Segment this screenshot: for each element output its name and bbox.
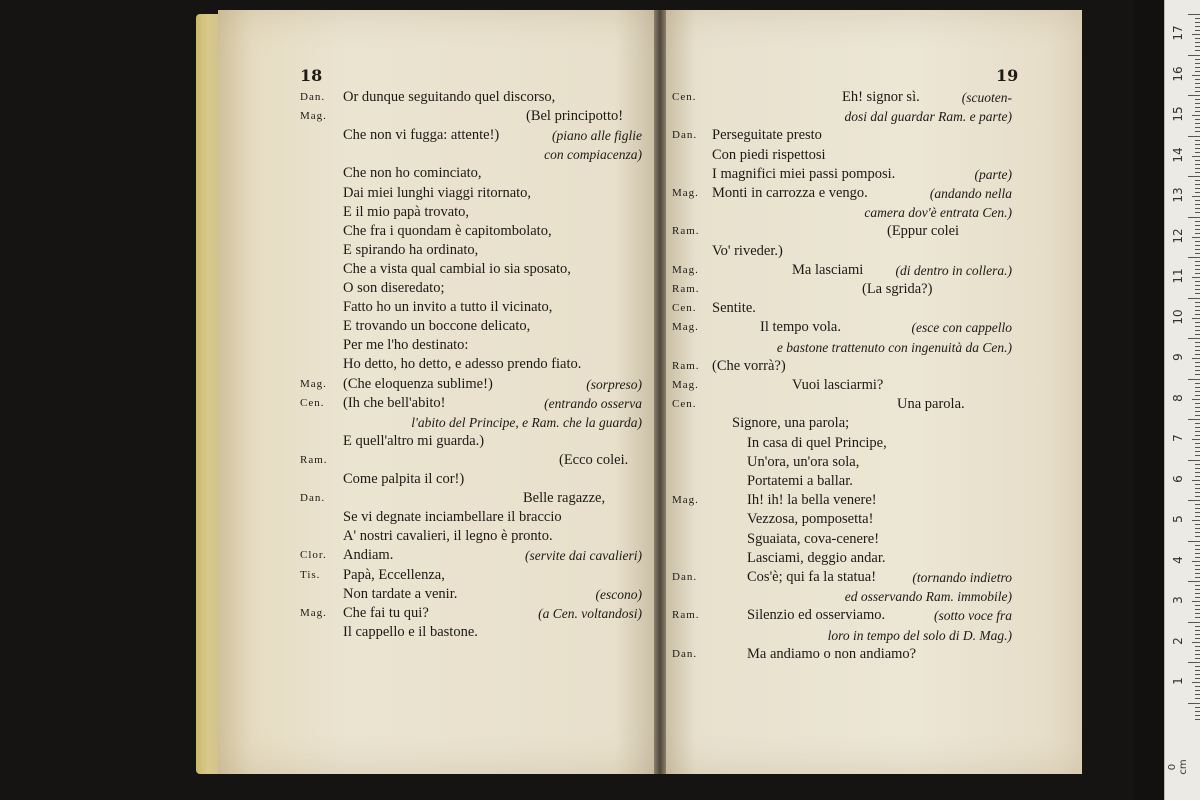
ruler-tick [1195, 71, 1200, 72]
ruler-tick [1188, 257, 1200, 258]
ruler-tick [1188, 662, 1200, 663]
ruler-tick [1195, 524, 1200, 525]
stage-direction: e bastone trattenuto con ingenuità da Cen.) [776, 339, 1012, 355]
ruler-tick [1195, 516, 1200, 517]
ruler-tick [1195, 87, 1200, 88]
ruler-tick [1195, 50, 1200, 51]
ruler-tick [1195, 111, 1200, 112]
speaker-name: Dan. [672, 571, 698, 583]
speaker-name: Clor. [300, 549, 327, 562]
ruler-tick [1195, 634, 1200, 635]
ruler-number: 2 [1171, 636, 1185, 645]
speaker-name: Mag. [672, 321, 699, 334]
speaker-name: Dan. [300, 91, 326, 103]
speaker-name: Mag. [672, 187, 699, 199]
ruler-tick [1192, 642, 1200, 643]
ruler-tick [1188, 136, 1200, 137]
ruler-tick [1192, 75, 1200, 76]
ruler-tick [1195, 107, 1200, 108]
stage-direction: l'abito del Principe, e Ram. che la guarda) [411, 414, 642, 430]
ruler-tick [1195, 508, 1200, 509]
ruler-tick [1195, 306, 1200, 307]
ruler-tick [1195, 476, 1200, 477]
stage-direction: (scuoten- [961, 90, 1012, 105]
ruler-tick [1195, 666, 1200, 667]
ruler-tick [1195, 374, 1200, 375]
ruler-number: 17 [1171, 25, 1185, 41]
ruler-number: 12 [1171, 227, 1185, 244]
ruler-number: 3 [1171, 596, 1185, 604]
ruler-tick [1195, 326, 1200, 327]
verse-line: Ma lasciami [792, 261, 864, 278]
stage-direction: camera dov'è entrata Cen.) [864, 205, 1012, 221]
ruler-tick [1195, 395, 1200, 396]
stage-direction: (parte) [974, 166, 1012, 182]
verse-line: Una parola. [897, 396, 965, 413]
ruler-tick [1195, 674, 1200, 675]
speaker-name: Cen. [672, 91, 697, 103]
ruler-tick [1195, 221, 1200, 222]
ruler-tick [1195, 605, 1200, 606]
stage-direction: (a Cen. voltandosi) [538, 605, 642, 621]
ruler-tick [1195, 42, 1200, 43]
ruler-tick [1195, 585, 1200, 586]
ruler-number: 10 [1171, 308, 1185, 325]
verse-line: E quell'altro mi guarda.) [343, 432, 485, 449]
ruler-tick [1195, 225, 1200, 226]
speaker-name: Ram. [672, 283, 700, 295]
ruler-number: 11 [1171, 268, 1185, 284]
verse-line: Che a vista qual cambial io sia sposato, [343, 260, 571, 277]
ruler-tick [1195, 484, 1200, 485]
stage-direction: (di dentro in collera.) [895, 262, 1012, 278]
verse-line: Papà, Eccellenza, [343, 566, 445, 583]
speaker-name: Ram. [300, 453, 328, 466]
ruler-tick [1195, 690, 1200, 691]
verse-line: (Ecco colei. [559, 451, 629, 468]
ruler-tick [1188, 379, 1200, 380]
ruler-tick [1195, 346, 1200, 347]
ruler-tick [1195, 293, 1200, 294]
ruler-tick [1195, 613, 1200, 614]
ruler-tick [1192, 682, 1200, 683]
verse-line: Belle ragazze, [523, 490, 606, 507]
ruler-tick [1195, 366, 1200, 367]
verse-line: Dai miei lunghi viaggi ritornato, [343, 184, 532, 201]
verse-line: Ma andiamo o non andiamo? [747, 645, 917, 662]
stage-direction: (servite dai cavalieri) [525, 548, 642, 564]
verse-line: Con piedi rispettosi [712, 146, 826, 163]
ruler-tick [1195, 411, 1200, 412]
ruler-tick [1188, 95, 1200, 96]
ruler-tick [1195, 79, 1200, 80]
ruler-tick [1195, 285, 1200, 286]
ruler-tick [1195, 711, 1200, 712]
speaker-name: Mag. [300, 377, 327, 390]
ruler-tick [1195, 536, 1200, 537]
verse-line: Che non vi fugga: attente!) [343, 127, 500, 144]
ruler-tick [1195, 427, 1200, 428]
speaker-name: Ram. [672, 225, 700, 238]
ruler-tick [1195, 577, 1200, 578]
speaker-name: Dan. [300, 492, 326, 505]
ruler-tick [1195, 241, 1200, 242]
ruler-tick [1195, 512, 1200, 513]
ruler-tick [1195, 670, 1200, 671]
ruler-tick [1195, 650, 1200, 651]
verse-line: Vuoi lasciarmi? [792, 377, 884, 393]
ruler-tick [1195, 609, 1200, 610]
ruler-tick [1195, 164, 1200, 165]
ruler-tick [1188, 581, 1200, 582]
ruler-tick [1195, 597, 1200, 598]
speaker-name: Tis. [300, 568, 321, 581]
ruler-tick [1195, 103, 1200, 104]
ruler-tick [1195, 715, 1200, 716]
verse-line: (Ih che bell'abito! [343, 394, 446, 411]
stage-direction: ed osservando Ram. immobile) [844, 589, 1012, 605]
ruler-number: 7 [1171, 434, 1185, 442]
stage-direction: (esce con cappello [911, 320, 1012, 336]
ruler-tick [1195, 638, 1200, 639]
ruler-tick [1195, 654, 1200, 655]
ruler-tick [1195, 342, 1200, 343]
speaker-name: Mag. [672, 379, 699, 391]
stage-direction: (sotto voce fra [934, 608, 1012, 624]
verse-line: Se vi degnate inciambellare il braccio [343, 509, 562, 526]
stage-direction: loro in tempo del solo di D. Mag.) [827, 627, 1012, 643]
ruler-tick [1195, 200, 1200, 201]
verse-line: Fatto ho un invito a tutto il vicinato, [343, 299, 553, 316]
ruler-tick [1192, 34, 1200, 35]
ruler-tick [1195, 192, 1200, 193]
ruler-tick [1195, 383, 1200, 384]
speaker-name: Dan. [672, 129, 698, 142]
ruler-tick [1195, 123, 1200, 124]
speaker-name: Ram. [672, 609, 700, 622]
speaker-name: Cen. [672, 302, 697, 315]
speaker-name: Ram. [672, 359, 700, 372]
ruler-tick [1188, 703, 1200, 704]
ruler-number: 1 [1171, 677, 1185, 685]
stage-direction: dosi dal guardar Ram. e parte) [844, 109, 1012, 125]
ruler-tick [1195, 204, 1200, 205]
verse-line: (Eppur colei [887, 223, 960, 240]
ruler-tick [1195, 59, 1200, 60]
ruler-tick [1195, 302, 1200, 303]
verse-line: E trovando un boccone delicato, [343, 318, 531, 335]
right-page-number: 19 [996, 66, 1019, 85]
ruler-tick [1195, 253, 1200, 254]
stage-direction: (andando nella [929, 186, 1012, 201]
ruler-tick [1195, 289, 1200, 290]
ruler-tick [1195, 626, 1200, 627]
verse-line: Andiam. [343, 547, 394, 564]
speaker-name: Mag. [300, 110, 327, 123]
ruler-tick [1195, 261, 1200, 262]
ruler-tick [1195, 472, 1200, 473]
ruler-tick [1195, 127, 1200, 128]
verse-line: Sentite. [712, 300, 756, 317]
ruler-tick [1195, 443, 1200, 444]
verse-line: (Che eloquenza sublime!) [343, 375, 493, 392]
speaker-name: Mag. [672, 494, 699, 507]
ruler-tick [1195, 593, 1200, 594]
ruler-tick [1195, 63, 1200, 64]
ruler-tick [1195, 532, 1200, 533]
ruler-tick [1195, 38, 1200, 39]
ruler-tick [1195, 694, 1200, 695]
verse-line: Che fra i quondam è capitombolato, [343, 222, 552, 239]
verse-line: Il tempo vola. [760, 319, 841, 336]
speaker-name: Cen. [672, 398, 697, 411]
ruler-number: 14 [1171, 146, 1185, 163]
ruler-tick [1192, 196, 1200, 197]
ruler-tick [1195, 314, 1200, 315]
ruler-tick [1192, 358, 1200, 359]
ruler-number: 15 [1171, 106, 1185, 122]
ruler-tick [1192, 439, 1200, 440]
stage-direction: (escono) [595, 586, 642, 602]
ruler-number: 4 [1171, 555, 1185, 564]
ruler-tick [1195, 310, 1200, 311]
ruler-tick [1195, 435, 1200, 436]
verse-line: Ho detto, ho detto, e adesso prendo fiato. [343, 356, 582, 373]
verse-line: E il mio papà trovato, [343, 203, 470, 220]
ruler-tick [1188, 622, 1200, 623]
ruler-tick [1195, 630, 1200, 631]
ruler-tick [1195, 354, 1200, 355]
ruler-tick [1195, 415, 1200, 416]
ruler-tick [1195, 557, 1200, 558]
ruler-tick [1195, 504, 1200, 505]
ruler-tick [1195, 334, 1200, 335]
ruler-backing [1134, 0, 1164, 800]
verse-line: Portatemi a ballar. [747, 473, 853, 489]
stage-direction: con compiacenza) [544, 147, 642, 163]
ruler-tick [1195, 140, 1200, 141]
ruler-tick [1195, 22, 1200, 23]
ruler-tick [1195, 273, 1200, 274]
ruler-tick [1195, 658, 1200, 659]
verse-line: Il cappello e il bastone. [343, 623, 478, 640]
ruler-tick [1195, 362, 1200, 363]
ruler-tick [1192, 115, 1200, 116]
verse-line: Lasciami, deggio andar. [747, 549, 886, 566]
ruler-tick [1188, 338, 1200, 339]
ruler-tick [1195, 496, 1200, 497]
ruler-tick [1195, 451, 1200, 452]
ruler-tick [1192, 237, 1200, 238]
verse-line: Vo' riveder.) [712, 242, 783, 259]
ruler-tick [1192, 399, 1200, 400]
verse-line: (La sgrida?) [862, 281, 933, 297]
verse-line: Non tardate a venir. [343, 585, 458, 602]
ruler-tick [1195, 678, 1200, 679]
ruler-tick [1195, 229, 1200, 230]
verse-line: Per me l'ho destinato: [343, 337, 469, 354]
verse-line: Eh! signor sì. [842, 89, 920, 105]
ruler-tick [1195, 67, 1200, 68]
ruler-tick [1195, 168, 1200, 169]
ruler-tick [1195, 322, 1200, 323]
ruler-tick [1195, 553, 1200, 554]
ruler-tick [1195, 573, 1200, 574]
verse-line: Signore, una parola; [732, 415, 850, 432]
ruler-tick [1195, 488, 1200, 489]
ruler-tick [1195, 707, 1200, 708]
ruler-tick [1192, 156, 1200, 157]
ruler-tick [1192, 480, 1200, 481]
verse-line: A' nostri cavalieri, il legno è pronto. [343, 528, 553, 545]
verse-line: Vezzosa, pomposetta! [747, 511, 874, 528]
ruler-tick [1195, 407, 1200, 408]
book-gutter [654, 10, 666, 774]
ruler-number: 6 [1171, 474, 1185, 483]
verse-line: E spirando ha ordinato, [343, 241, 479, 258]
ruler-number: 5 [1171, 515, 1185, 523]
ruler-tick [1188, 14, 1200, 15]
ruler-tick [1195, 30, 1200, 31]
verse-line: In casa di quel Principe, [747, 434, 887, 451]
ruler-tick [1195, 245, 1200, 246]
ruler-tick [1188, 541, 1200, 542]
ruler-tick [1195, 233, 1200, 234]
verse-line: Perseguitate presto [712, 127, 822, 144]
ruler-tick [1195, 492, 1200, 493]
verse-line: Come palpita il cor!) [343, 471, 465, 487]
ruler-tick [1195, 589, 1200, 590]
ruler-tick [1195, 188, 1200, 189]
ruler-tick [1195, 91, 1200, 92]
verse-line: Che non ho cominciato, [343, 165, 482, 182]
verse-line: Cos'è; qui fa la statua! [747, 569, 877, 585]
ruler-tick [1195, 281, 1200, 282]
ruler-tick [1195, 569, 1200, 570]
ruler-tick [1195, 83, 1200, 84]
ruler-tick [1195, 144, 1200, 145]
ruler-tick [1192, 277, 1200, 278]
ruler-tick [1195, 269, 1200, 270]
ruler-tick [1195, 212, 1200, 213]
ruler-tick [1195, 686, 1200, 687]
ruler-number: 16 [1171, 65, 1185, 82]
verse-line: Che fai tu qui? [343, 604, 429, 621]
ruler-tick [1188, 419, 1200, 420]
ruler-tick [1195, 350, 1200, 351]
ruler-tick [1195, 431, 1200, 432]
ruler-tick [1195, 423, 1200, 424]
verse-line: (Bel principotto! [526, 108, 624, 125]
ruler-tick [1195, 131, 1200, 132]
ruler-tick [1195, 528, 1200, 529]
verse-line: I magnifici miei passi pomposi. [712, 165, 896, 182]
ruler-tick [1195, 180, 1200, 181]
ruler-tick [1195, 26, 1200, 27]
ruler-tick [1195, 46, 1200, 47]
ruler-tick [1195, 387, 1200, 388]
stage-direction: (entrando osserva [544, 395, 642, 411]
verse-line: (Che vorrà?) [712, 357, 786, 374]
ruler-tick [1195, 99, 1200, 100]
ruler-number: 9 [1171, 353, 1185, 361]
verse-line: Sguaiata, cova-cenere! [747, 530, 880, 547]
left-page-number: 18 [300, 66, 323, 85]
ruler-tick [1188, 176, 1200, 177]
ruler-tick [1188, 217, 1200, 218]
ruler-tick [1192, 520, 1200, 521]
measuring-ruler [1164, 0, 1200, 800]
ruler-tick [1195, 549, 1200, 550]
ruler-tick [1195, 447, 1200, 448]
speaker-name: Mag. [672, 263, 699, 276]
ruler-tick [1195, 18, 1200, 19]
ruler-tick [1195, 148, 1200, 149]
verse-line: Monti in carrozza e vengo. [712, 185, 868, 201]
ruler-number: 13 [1171, 187, 1185, 203]
ruler-tick [1195, 208, 1200, 209]
speaker-name: Mag. [300, 606, 327, 619]
ruler-tick [1192, 561, 1200, 562]
ruler-tick [1195, 152, 1200, 153]
ruler-number: 8 [1171, 393, 1185, 402]
ruler-tick [1195, 464, 1200, 465]
ruler-tick [1188, 55, 1200, 56]
ruler-tick [1195, 455, 1200, 456]
ruler-unit-label: 0 cm [1167, 759, 1189, 775]
verse-line: Un'ora, un'ora sola, [747, 453, 860, 470]
speaker-name: Cen. [300, 396, 325, 409]
ruler-tick [1195, 698, 1200, 699]
ruler-tick [1188, 460, 1200, 461]
verse-line: Silenzio ed osserviamo. [747, 607, 886, 624]
ruler-tick [1188, 298, 1200, 299]
speaker-name: Dan. [672, 647, 698, 660]
ruler-tick [1195, 391, 1200, 392]
verse-line: Ih! ih! la bella venere! [747, 492, 877, 509]
ruler-tick [1192, 318, 1200, 319]
ruler-tick [1195, 403, 1200, 404]
ruler-tick [1195, 719, 1200, 720]
stage-direction: (sorpreso) [586, 376, 642, 392]
verse-line: O son diseredato; [343, 280, 445, 296]
stage-direction: (tornando indietro [912, 570, 1012, 585]
ruler-tick [1195, 330, 1200, 331]
ruler-tick [1195, 545, 1200, 546]
ruler-tick [1195, 160, 1200, 161]
ruler-tick [1192, 601, 1200, 602]
ruler-tick [1195, 617, 1200, 618]
ruler-tick [1188, 500, 1200, 501]
verse-line: Or dunque seguitando quel discorso, [343, 89, 556, 105]
ruler-tick [1195, 370, 1200, 371]
ruler-tick [1195, 265, 1200, 266]
ruler-tick [1195, 172, 1200, 173]
ruler-tick [1195, 119, 1200, 120]
stage-direction: (piano alle figlie [552, 128, 642, 144]
ruler-tick [1195, 184, 1200, 185]
ruler-tick [1195, 249, 1200, 250]
ruler-tick [1195, 565, 1200, 566]
ruler-tick [1195, 468, 1200, 469]
ruler-tick [1195, 646, 1200, 647]
